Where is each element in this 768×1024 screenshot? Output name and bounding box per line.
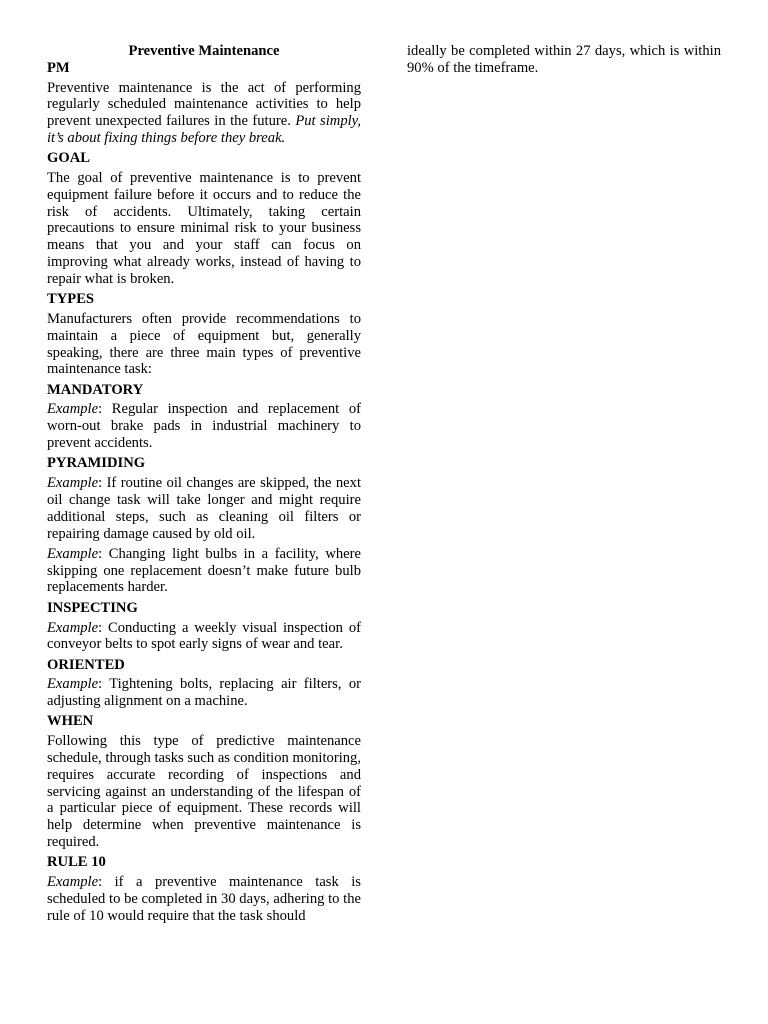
example-label: Example bbox=[47, 401, 99, 418]
pm-text: Preventive maintenance is the act of performing regularly scheduled maintenance activities to help prevent unexpected failures in the future. bbox=[47, 79, 361, 130]
pm-italic-text: Put simply, it’s about fixing things before they break. bbox=[47, 113, 361, 146]
example-label: Example bbox=[47, 545, 99, 562]
pyramiding-example-2-text: : Changing light bulbs in a facility, where skipping one replacement doesn’t make future bulb replacements harder. bbox=[47, 545, 361, 596]
pyramiding-example-1 bbox=[47, 475, 361, 542]
example-label: Example bbox=[47, 475, 99, 492]
section-heading-pyramiding: PYRAMIDING bbox=[47, 455, 146, 472]
rule-10-example bbox=[47, 874, 361, 924]
pyramiding-example-1-text: : If routine oil changes are skipped, the next oil change task will take longer and might require additional steps, such as cleaning oil filters or repairing damage caused by old oil. bbox=[47, 475, 361, 542]
when-paragraph: Following this type of predictive maintenance schedule, through tasks such as condition monitoring, requires accurate recording of inspections and servicing against an understanding of the lifespan of a particular piece of equipment. These records will help determine when preventive maintenance is required. bbox=[47, 733, 361, 851]
mandatory-example bbox=[47, 401, 361, 451]
section-heading-oriented: ORIENTED bbox=[47, 656, 125, 673]
mandatory-example-text: : Regular inspection and replacement of worn-out brake pads in industrial machinery to prevent accidents. bbox=[47, 401, 361, 452]
oriented-example bbox=[47, 676, 361, 710]
rule-10-continuation: ideally be completed within 27 days, which is within 90% of the timeframe. bbox=[407, 43, 721, 76]
example-label: Example bbox=[47, 874, 99, 891]
section-heading-inspecting: INSPECTING bbox=[47, 599, 138, 616]
section-heading-goal: GOAL bbox=[47, 150, 90, 167]
section-heading-mandatory: MANDATORY bbox=[47, 381, 144, 398]
oriented-example-text: : Tightening bolts, replacing air filters, or adjusting alignment on a machine. bbox=[47, 676, 361, 710]
example-label: Example bbox=[47, 619, 99, 636]
rule-10-example-text: : if a preventive maintenance task is scheduled to be completed in 30 days, adhering to the rule of 10 would require that the task should bbox=[47, 874, 361, 924]
left-column bbox=[47, 43, 361, 928]
section-heading-rule-10: RULE 10 bbox=[47, 854, 106, 871]
document-title: Preventive Maintenance bbox=[128, 43, 280, 59]
example-label: Example bbox=[47, 676, 99, 693]
inspecting-example-text: : Conducting a weekly visual inspection of conveyor belts to spot early signs of wear and tear. bbox=[47, 619, 361, 653]
types-paragraph: Manufacturers often provide recommendations to maintain a piece of equipment but, generally speaking, there are three main types of preventive maintenance task: bbox=[47, 310, 361, 378]
section-heading-when: WHEN bbox=[47, 713, 94, 730]
pm-paragraph bbox=[47, 80, 361, 147]
section-heading-types: TYPES bbox=[47, 291, 95, 308]
section-heading-pm: PM bbox=[47, 59, 70, 76]
pyramiding-example-2 bbox=[47, 546, 361, 596]
goal-paragraph: The goal of preventive maintenance is to prevent equipment failure before it occurs and to reduce the risk of accidents. Ultimately, taking certain precautions to ensure minimal risk to your business means that you and your staff can focus on improving what already works, instead of having to repair what is broken. bbox=[47, 170, 361, 287]
right-column bbox=[407, 43, 721, 77]
inspecting-example bbox=[47, 620, 361, 654]
